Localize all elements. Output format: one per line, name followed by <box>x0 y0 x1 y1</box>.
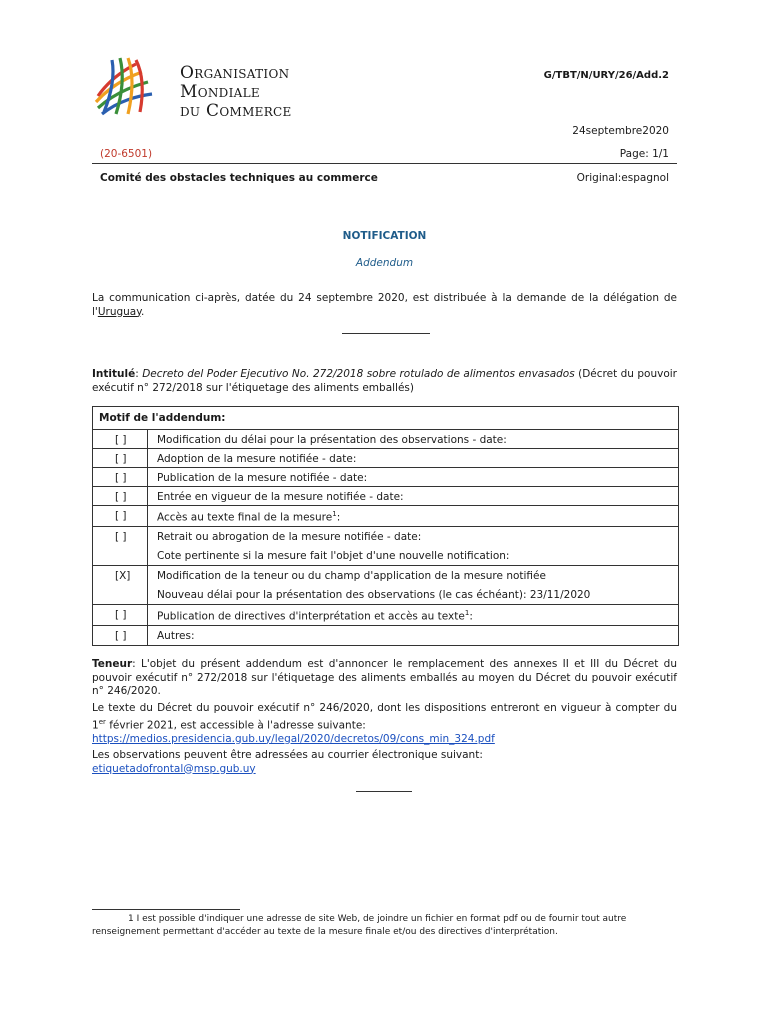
footnote-divider <box>92 909 240 910</box>
motif-row-text: Entrée en vigueur de la mesure notifiée - date: <box>157 491 404 503</box>
teneur-paragraph <box>92 658 677 699</box>
motif-row <box>93 467 678 487</box>
page-number: Page: 1/1 <box>619 148 669 160</box>
motif-checkbox[interactable]: [ ] <box>115 630 127 642</box>
notification-heading: NOTIFICATION <box>342 230 427 242</box>
motif-row <box>93 625 678 646</box>
header-divider <box>92 163 677 164</box>
motif-row-text: Adoption de la mesure notifiée - date: <box>157 453 357 465</box>
motif-row-colon: : <box>469 610 473 623</box>
intro-paragraph <box>92 292 677 319</box>
intitule-sep: : <box>135 368 143 380</box>
texte-paragraph <box>92 702 677 746</box>
motif-row-label: Accès au texte final de la mesure <box>157 511 333 524</box>
teneur-label: Teneur <box>92 658 133 670</box>
intro-text: La communication ci-après, datée du 24 septembre 2020, est distribuée à la demande de la délégation de l' <box>92 292 677 318</box>
teneur-text: : L'objet du présent addendum est d'annoncer le remplacement des annexes II et III du Décret du pouvoir exécutif n° 272/2018 sur l'étiquetage des aliments emballés au moyen du Décret du pouvoir exécutif n° 246/2020. <box>92 658 677 697</box>
motif-checkbox[interactable]: [X] <box>115 570 131 582</box>
motif-checkbox[interactable]: [ ] <box>115 434 127 446</box>
motif-row-text: Modification du délai pour la présentation des observations - date: <box>157 434 507 446</box>
end-separator <box>356 791 412 792</box>
motif-checkbox[interactable]: [ ] <box>115 472 127 484</box>
reference-number: (20-6501) <box>100 148 153 160</box>
motif-row <box>93 429 678 449</box>
motif-checkbox[interactable]: [ ] <box>115 453 127 465</box>
motif-checkbox[interactable]: [ ] <box>115 531 127 543</box>
motif-row-colon: : <box>336 511 341 524</box>
intro-end: . <box>140 305 145 318</box>
motif-row-subtext: Cote pertinente si la mesure fait l'objet d'une nouvelle notification: <box>157 550 510 562</box>
footnote-ref: 1 <box>464 609 470 617</box>
motif-row <box>93 526 678 566</box>
org-name-line2: Mondiale <box>180 82 260 102</box>
observations-paragraph <box>92 749 677 776</box>
document-symbol: G/TBT/N/URY/26/Add.2 <box>543 70 669 81</box>
motif-table <box>92 406 679 646</box>
contact-email-link[interactable]: etiquetadofrontal@msp.gub.uy <box>92 762 256 775</box>
intitule-paragraph <box>92 368 677 395</box>
committee-name: Comité des obstacles techniques au commerce <box>100 172 378 184</box>
motif-row <box>93 604 678 626</box>
motif-row <box>93 505 678 527</box>
footnote-ref: 1 <box>332 510 337 518</box>
motif-row-label: Publication de directives d'interprétation et accès au texte <box>157 610 465 623</box>
motif-row-text <box>157 609 473 623</box>
intitule-french: (Décret du pouvoir exécutif n° 272/2018 sur l'étiquetage des aliments emballés) <box>92 368 677 394</box>
footnote: 1 I est possible d'indiquer une adresse de site Web, de joindre un fichier en format pdf ou de fournir tout autre renseignement permettant d'accéder au texte de la mesure finale et/ou des directives d'interprétation. <box>92 914 627 937</box>
motif-row <box>93 448 678 468</box>
motif-row-text: Autres: <box>157 630 195 642</box>
motif-row-subtext: Nouveau délai pour la présentation des observations (le cas échéant): 23/11/2020 <box>157 589 591 601</box>
motif-row <box>93 486 678 506</box>
motif-checkbox[interactable]: [ ] <box>115 510 127 522</box>
texte-text-a: Le texte du Décret du pouvoir exécutif n° 246/2020, dont les dispositions entreront en vigueur à compter du 1 <box>92 702 677 731</box>
motif-row-text: Publication de la mesure notifiée - date: <box>157 472 368 484</box>
motif-checkbox[interactable]: [ ] <box>115 609 127 621</box>
texte-superscript: er <box>98 717 106 726</box>
motif-row-text: Retrait ou abrogation de la mesure notifiée - date: <box>157 531 422 543</box>
wto-logo-icon <box>92 56 156 118</box>
intitule-label: Intitulé <box>92 368 136 380</box>
document-date: 24septembre2020 <box>572 125 669 137</box>
motif-heading: Motif de l'addendum: <box>99 412 226 424</box>
motif-row <box>93 565 678 605</box>
intitule-spanish: Decreto del Poder Ejecutivo No. 272/2018 sobre rotulado de alimentos envasados <box>142 368 575 380</box>
country-name: Uruguay <box>97 305 141 318</box>
section-separator <box>342 333 430 334</box>
addendum-subheading: Addendum <box>355 257 414 269</box>
observations-text: Les observations peuvent être adressées au courrier électronique suivant: <box>92 749 483 761</box>
org-name <box>180 64 292 121</box>
motif-row-text <box>157 510 340 524</box>
org-name-line3: du Commerce <box>180 101 292 121</box>
motif-row-text: Modification de la teneur ou du champ d'application de la mesure notifiée <box>157 570 546 582</box>
original-language: Original:espagnol <box>576 172 669 184</box>
texte-text-b: février 2021, est accessible à l'adresse suivante: <box>105 719 366 731</box>
org-name-line1: Organisation <box>180 63 290 83</box>
decree-link[interactable]: https://medios.presidencia.gub.uy/legal/2020/decretos/09/cons_min_324.pdf <box>92 732 495 745</box>
motif-checkbox[interactable]: [ ] <box>115 491 127 503</box>
